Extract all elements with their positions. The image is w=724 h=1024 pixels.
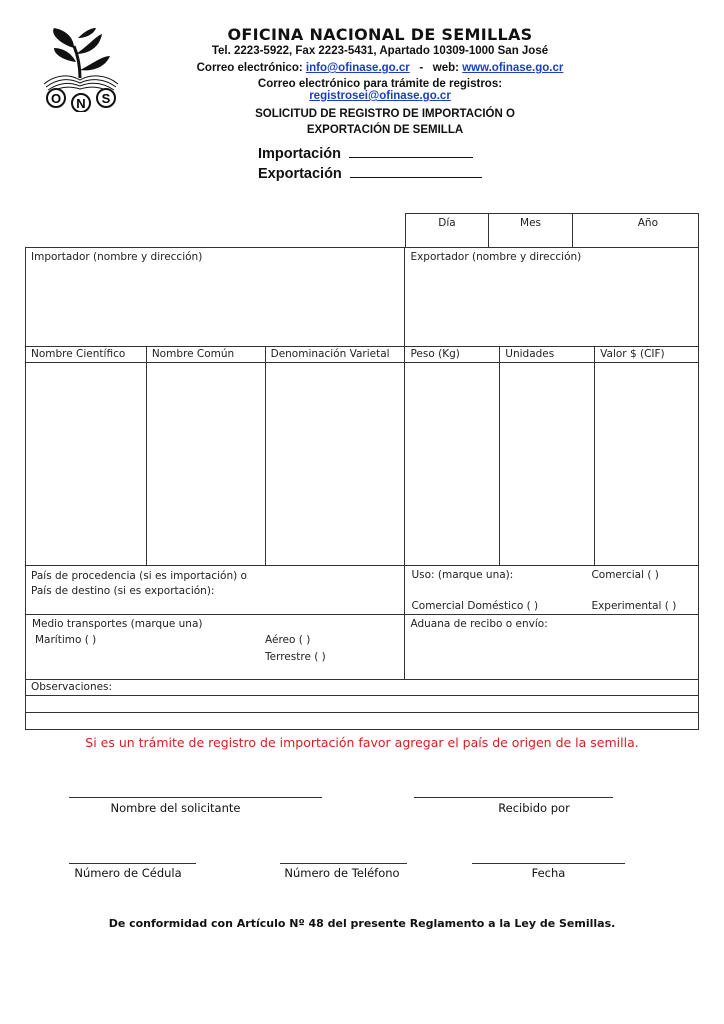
use-commercial-option[interactable]: Comercial ( ) bbox=[591, 569, 659, 581]
column-header: Denominación Varietal bbox=[265, 347, 405, 363]
date-label: Fecha bbox=[531, 866, 566, 880]
transport-label: Medio transportes (marque una) bbox=[32, 618, 203, 630]
observations-line[interactable] bbox=[26, 696, 699, 713]
exportacion-row bbox=[258, 164, 482, 182]
form-title-line1: SOLICITUD DE REGISTRO DE IMPORTACIÓN O bbox=[255, 108, 515, 120]
transport-maritime-option[interactable]: Marítimo ( ) bbox=[35, 634, 97, 646]
transport-land-option[interactable]: Terrestre ( ) bbox=[265, 651, 326, 663]
exporter-cell[interactable] bbox=[405, 248, 699, 347]
common-name-field[interactable] bbox=[146, 363, 265, 566]
customs-cell[interactable] bbox=[405, 615, 699, 680]
varietal-field[interactable] bbox=[265, 363, 405, 566]
day-cell[interactable] bbox=[406, 214, 489, 248]
column-header: Nombre Común bbox=[146, 347, 265, 363]
column-header: Peso (Kg) bbox=[405, 347, 500, 363]
observations-label: Observaciones: bbox=[26, 680, 699, 696]
registry-email-line bbox=[190, 78, 570, 102]
registry-email-label: Correo electrónico para trámite de registros: bbox=[257, 78, 503, 90]
year-cell[interactable] bbox=[573, 214, 699, 248]
legal-footer: De conformidad con Artículo Nº 48 del presente Reglamento a la Ley de Semillas. bbox=[108, 917, 616, 930]
origin-note: Si es un trámite de registro de importación favor agregar el país de origen de la semilla. bbox=[85, 735, 639, 750]
year-label: Año bbox=[637, 217, 658, 229]
importacion-label: Importación bbox=[258, 146, 341, 162]
form-title-line2: EXPORTACIÓN DE SEMILLA bbox=[306, 124, 464, 136]
svg-text:N: N bbox=[76, 96, 86, 111]
columns-header-row bbox=[26, 347, 699, 363]
units-field[interactable] bbox=[500, 363, 595, 566]
use-domestic-option[interactable]: Comercial Doméstico ( ) bbox=[411, 600, 539, 612]
main-form-table bbox=[25, 247, 699, 730]
month-label: Mes bbox=[520, 217, 542, 229]
id-number-label: Número de Cédula bbox=[74, 866, 182, 880]
date-line[interactable] bbox=[472, 863, 625, 864]
org-name: OFICINA NACIONAL DE SEMILLAS bbox=[227, 25, 533, 44]
items-row bbox=[26, 363, 699, 566]
column-header: Unidades bbox=[500, 347, 595, 363]
scientific-name-field[interactable] bbox=[26, 363, 147, 566]
registry-email-link[interactable]: registrosei@ofinase.go.cr bbox=[309, 90, 451, 102]
value-field[interactable] bbox=[595, 363, 699, 566]
id-number-line[interactable] bbox=[69, 863, 196, 864]
svg-text:S: S bbox=[101, 91, 111, 106]
received-signature-line[interactable] bbox=[414, 797, 613, 798]
use-cell bbox=[405, 566, 699, 615]
use-experimental-option[interactable]: Experimental ( ) bbox=[591, 600, 677, 612]
separator: - bbox=[419, 62, 424, 74]
origin-cell[interactable] bbox=[26, 566, 405, 615]
svg-text:O: O bbox=[50, 91, 62, 106]
applicant-label: Nombre del solicitante bbox=[110, 801, 241, 815]
column-header: Nombre Científico bbox=[26, 347, 147, 363]
observations-line[interactable] bbox=[26, 713, 699, 730]
email-label: Correo electrónico: bbox=[196, 62, 303, 74]
exportacion-label: Exportación bbox=[258, 166, 342, 182]
received-label: Recibido por bbox=[498, 801, 570, 815]
use-label: Uso: (marque una): bbox=[411, 569, 514, 581]
date-table bbox=[405, 213, 699, 248]
customs-label: Aduana de recibo o envío: bbox=[410, 618, 548, 630]
weight-field[interactable] bbox=[405, 363, 500, 566]
web-label: web: bbox=[432, 62, 459, 74]
ons-letters bbox=[47, 89, 115, 112]
importacion-row bbox=[258, 144, 473, 162]
email-link[interactable]: info@ofinase.go.cr bbox=[305, 62, 410, 74]
importer-label: Importador (nombre y dirección) bbox=[31, 251, 203, 263]
phone-label: Número de Teléfono bbox=[284, 866, 400, 880]
plant-icon bbox=[53, 28, 110, 78]
origin-label-1: País de procedencia (si es importación) o bbox=[31, 570, 247, 582]
phone-line[interactable] bbox=[280, 863, 407, 864]
transport-cell bbox=[26, 615, 405, 680]
email-line bbox=[190, 62, 570, 74]
contact-line: Tel. 2223-5922, Fax 2223-5431, Apartado 10309-1000 San José bbox=[211, 45, 549, 57]
transport-air-option[interactable]: Aéreo ( ) bbox=[265, 634, 311, 646]
origin-label-2: País de destino (si es exportación): bbox=[31, 585, 215, 597]
column-header: Valor $ (CIF) bbox=[595, 347, 699, 363]
importacion-field[interactable] bbox=[349, 144, 473, 158]
month-cell[interactable] bbox=[489, 214, 573, 248]
importer-cell[interactable] bbox=[26, 248, 405, 347]
ons-logo bbox=[40, 26, 122, 112]
day-label: Día bbox=[438, 217, 456, 229]
exportacion-field[interactable] bbox=[350, 164, 482, 178]
web-link[interactable]: www.ofinase.go.cr bbox=[462, 62, 564, 74]
applicant-signature-line[interactable] bbox=[69, 797, 322, 798]
exporter-label: Exportador (nombre y dirección) bbox=[410, 251, 582, 263]
